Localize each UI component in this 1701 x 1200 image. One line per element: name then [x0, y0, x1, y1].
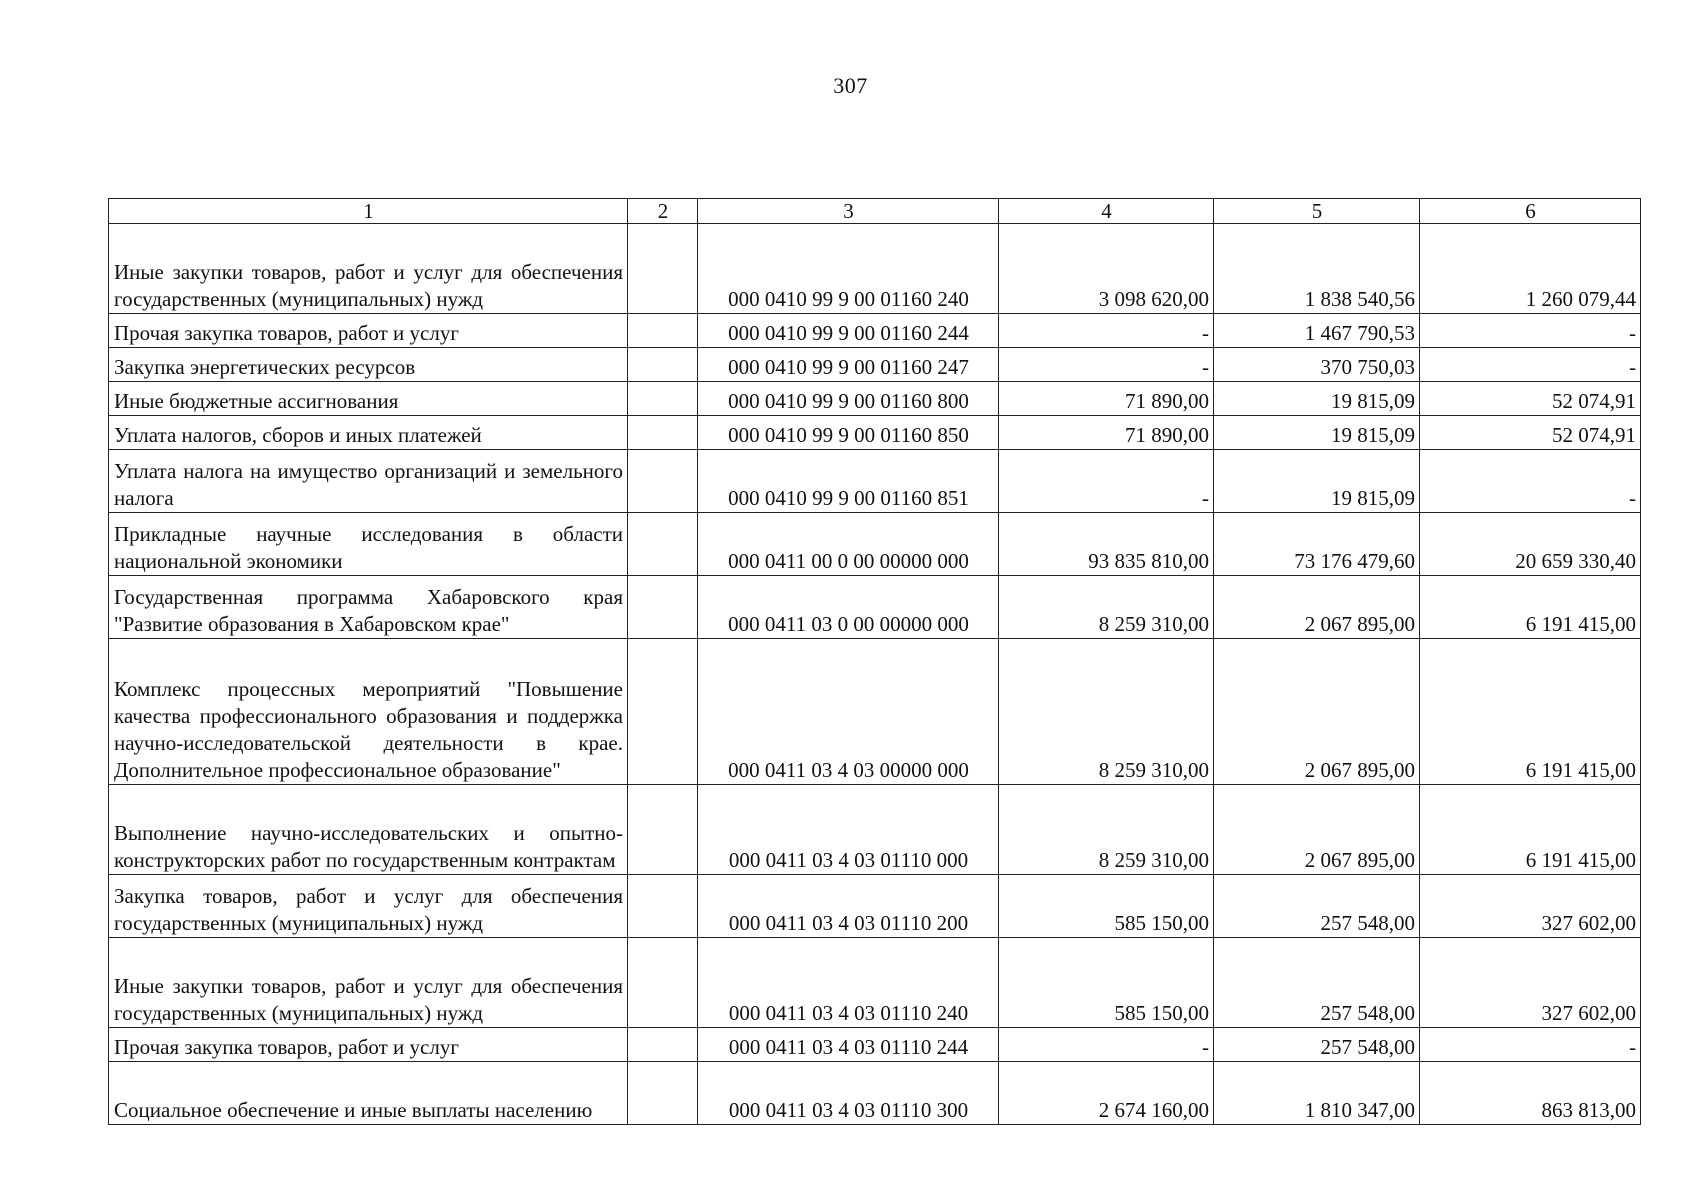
- row-value-5: 2 067 895,00: [1214, 785, 1420, 875]
- row-value-5: 257 548,00: [1214, 1028, 1420, 1062]
- row-value-4: -: [999, 314, 1214, 348]
- row-value-4: 585 150,00: [999, 938, 1214, 1028]
- row-value-5: 257 548,00: [1214, 938, 1420, 1028]
- row-col2: [628, 314, 698, 348]
- row-value-6: -: [1420, 1028, 1641, 1062]
- row-col2: [628, 1062, 698, 1125]
- row-col2: [628, 576, 698, 639]
- table-row: [109, 513, 1641, 576]
- table-row: [109, 785, 1641, 875]
- row-code: 000 0411 03 4 03 01110 300: [698, 1062, 999, 1125]
- row-name: Уплата налогов, сборов и иных платежей: [109, 416, 628, 450]
- row-name: Закупка энергетических ресурсов: [109, 348, 628, 382]
- row-value-6: 6 191 415,00: [1420, 785, 1641, 875]
- row-name: Иные бюджетные ассигнования: [109, 382, 628, 416]
- row-code: 000 0410 99 9 00 01160 800: [698, 382, 999, 416]
- row-value-4: -: [999, 348, 1214, 382]
- table-row: [109, 875, 1641, 938]
- row-value-5: 1 810 347,00: [1214, 1062, 1420, 1125]
- row-col2: [628, 1028, 698, 1062]
- row-value-6: 327 602,00: [1420, 875, 1641, 938]
- table-row: [109, 1062, 1641, 1125]
- row-value-6: 863 813,00: [1420, 1062, 1641, 1125]
- row-col2: [628, 938, 698, 1028]
- row-value-6: -: [1420, 450, 1641, 513]
- row-col2: [628, 875, 698, 938]
- row-value-5: 1 838 540,56: [1214, 224, 1420, 314]
- row-value-4: -: [999, 450, 1214, 513]
- row-code: 000 0410 99 9 00 01160 240: [698, 224, 999, 314]
- row-value-6: -: [1420, 314, 1641, 348]
- table-row: [109, 938, 1641, 1028]
- row-name: Социальное обеспечение и иные выплаты населению: [109, 1062, 628, 1125]
- column-header-2: 2: [628, 199, 698, 224]
- row-value-4: 8 259 310,00: [999, 639, 1214, 785]
- table-row: [109, 348, 1641, 382]
- table-row: [109, 314, 1641, 348]
- row-col2: [628, 224, 698, 314]
- row-value-6: 52 074,91: [1420, 416, 1641, 450]
- row-col2: [628, 416, 698, 450]
- row-col2: [628, 382, 698, 416]
- row-name: Прочая закупка товаров, работ и услуг: [109, 314, 628, 348]
- column-header-5: 5: [1214, 199, 1420, 224]
- table-row: [109, 639, 1641, 785]
- row-value-4: 3 098 620,00: [999, 224, 1214, 314]
- row-col2: [628, 348, 698, 382]
- row-name: Прочая закупка товаров, работ и услуг: [109, 1028, 628, 1062]
- row-value-5: 2 067 895,00: [1214, 639, 1420, 785]
- column-header-1: 1: [109, 199, 628, 224]
- row-value-5: 257 548,00: [1214, 875, 1420, 938]
- row-code: 000 0411 03 4 03 01110 240: [698, 938, 999, 1028]
- row-code: 000 0411 00 0 00 00000 000: [698, 513, 999, 576]
- row-value-4: 2 674 160,00: [999, 1062, 1214, 1125]
- row-value-4: 93 835 810,00: [999, 513, 1214, 576]
- row-code: 000 0410 99 9 00 01160 850: [698, 416, 999, 450]
- table-row: [109, 450, 1641, 513]
- row-code: 000 0411 03 4 03 01110 200: [698, 875, 999, 938]
- row-value-4: 585 150,00: [999, 875, 1214, 938]
- table-row: [109, 576, 1641, 639]
- row-value-4: 71 890,00: [999, 416, 1214, 450]
- column-header-3: 3: [698, 199, 999, 224]
- row-value-5: 1 467 790,53: [1214, 314, 1420, 348]
- table-header: [109, 199, 1641, 224]
- row-name: Закупка товаров, работ и услуг для обеспечения государственных (муниципальных) нужд: [109, 875, 628, 938]
- page-number: 307: [833, 73, 868, 98]
- table-row: [109, 1028, 1641, 1062]
- row-value-5: 19 815,09: [1214, 416, 1420, 450]
- row-name: Государственная программа Хабаровского края "Развитие образования в Хабаровском крае": [109, 576, 628, 639]
- row-value-6: 6 191 415,00: [1420, 576, 1641, 639]
- row-value-4: -: [999, 1028, 1214, 1062]
- column-header-4: 4: [999, 199, 1214, 224]
- row-value-4: 71 890,00: [999, 382, 1214, 416]
- row-code: 000 0411 03 4 03 00000 000: [698, 639, 999, 785]
- row-value-6: 327 602,00: [1420, 938, 1641, 1028]
- table-row: [109, 224, 1641, 314]
- row-value-5: 370 750,03: [1214, 348, 1420, 382]
- budget-table: [108, 198, 1641, 1125]
- row-code: 000 0410 99 9 00 01160 244: [698, 314, 999, 348]
- row-col2: [628, 513, 698, 576]
- row-col2: [628, 639, 698, 785]
- row-name: Уплата налога на имущество организаций и земельного налога: [109, 450, 628, 513]
- row-value-5: 19 815,09: [1214, 382, 1420, 416]
- row-value-6: 1 260 079,44: [1420, 224, 1641, 314]
- row-col2: [628, 450, 698, 513]
- row-value-6: 20 659 330,40: [1420, 513, 1641, 576]
- row-name: Прикладные научные исследования в области национальной экономики: [109, 513, 628, 576]
- row-name: Иные закупки товаров, работ и услуг для обеспечения государственных (муниципальных) нужд: [109, 224, 628, 314]
- row-value-6: 6 191 415,00: [1420, 639, 1641, 785]
- row-code: 000 0410 99 9 00 01160 247: [698, 348, 999, 382]
- row-value-5: 73 176 479,60: [1214, 513, 1420, 576]
- row-code: 000 0411 03 4 03 01110 244: [698, 1028, 999, 1062]
- column-header-6: 6: [1420, 199, 1641, 224]
- row-code: 000 0410 99 9 00 01160 851: [698, 450, 999, 513]
- row-value-6: -: [1420, 348, 1641, 382]
- row-name: Комплекс процессных мероприятий "Повышение качества профессионального образования и поддержка научно-исследовательской деятельности в крае. Дополнительное профессиональное образование": [109, 639, 628, 785]
- table-row: [109, 382, 1641, 416]
- row-value-4: 8 259 310,00: [999, 785, 1214, 875]
- row-value-6: 52 074,91: [1420, 382, 1641, 416]
- table-body: [109, 224, 1641, 1125]
- table-row: [109, 416, 1641, 450]
- row-code: 000 0411 03 4 03 01110 000: [698, 785, 999, 875]
- row-value-5: 19 815,09: [1214, 450, 1420, 513]
- header-row: [109, 199, 1641, 224]
- row-col2: [628, 785, 698, 875]
- row-name: Выполнение научно-исследовательских и опытно-конструкторских работ по государственным контрактам: [109, 785, 628, 875]
- row-value-5: 2 067 895,00: [1214, 576, 1420, 639]
- row-code: 000 0411 03 0 00 00000 000: [698, 576, 999, 639]
- row-value-4: 8 259 310,00: [999, 576, 1214, 639]
- row-name: Иные закупки товаров, работ и услуг для обеспечения государственных (муниципальных) нужд: [109, 938, 628, 1028]
